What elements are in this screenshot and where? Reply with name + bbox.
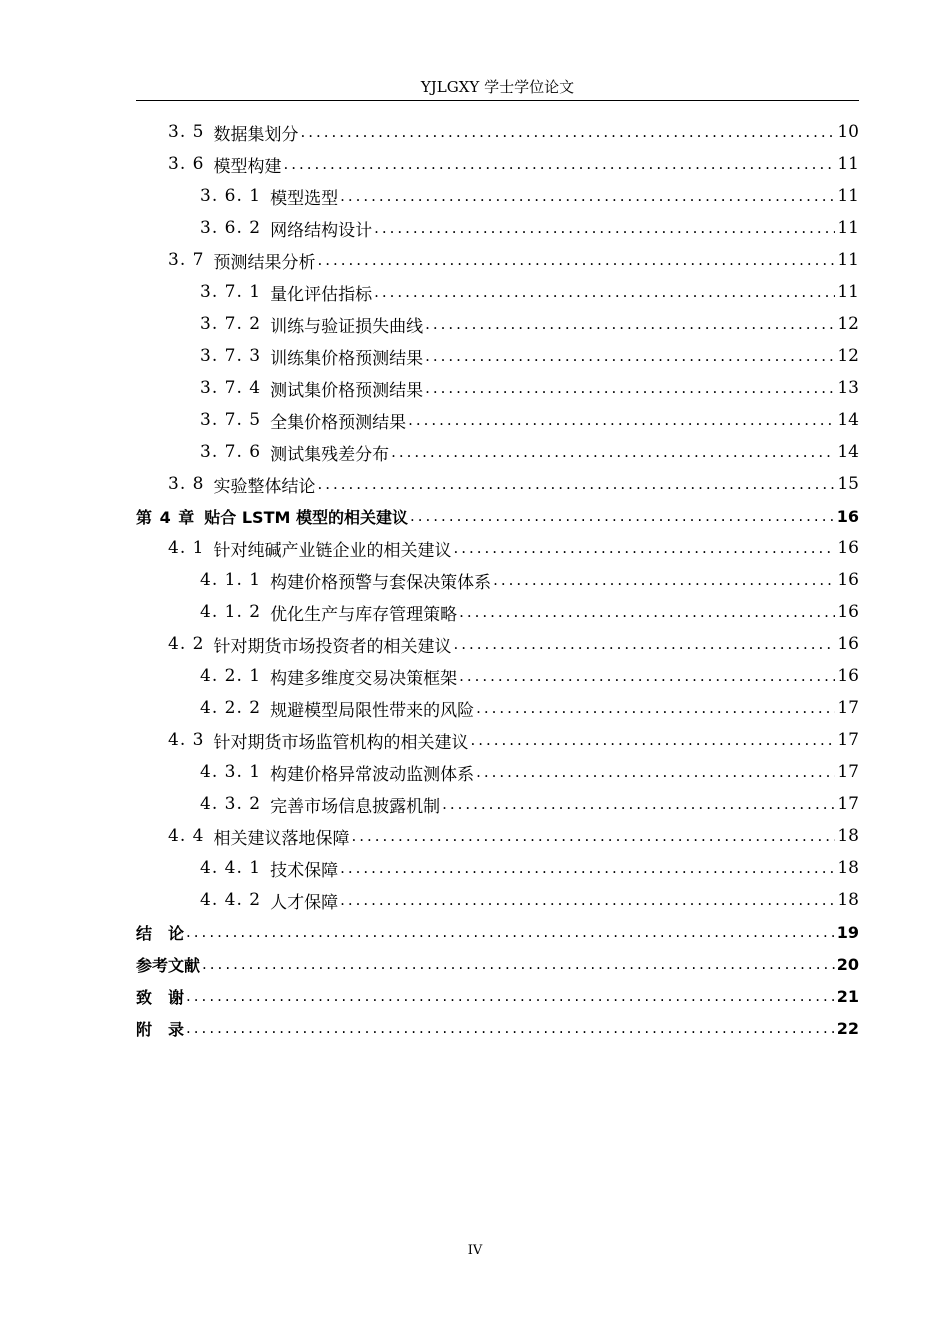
toc-entry-number: 3. 7. 1 [200, 282, 262, 302]
toc-entry-page: 12 [837, 314, 859, 334]
toc-entry-page: 16 [837, 602, 859, 622]
toc-entry-title: 预测结果分析 [213, 252, 316, 273]
toc-entry[interactable] [136, 244, 859, 276]
toc-entry-page: 16 [836, 506, 859, 526]
dot-leader [374, 283, 835, 301]
toc-entry[interactable] [136, 564, 859, 596]
toc-entry-number: 4. 4. 1 [200, 858, 262, 878]
toc-entry[interactable] [136, 660, 859, 692]
dot-leader [442, 795, 835, 813]
dot-leader [476, 763, 835, 781]
dot-leader [351, 827, 835, 845]
toc-entry-page: 16 [837, 666, 859, 686]
toc-entry-page: 14 [837, 442, 859, 462]
page-number: IV [467, 1243, 483, 1258]
toc-entry-page: 17 [837, 794, 859, 814]
toc-entry-page: 16 [837, 538, 859, 558]
toc-entry[interactable] [136, 340, 859, 372]
dot-leader [340, 859, 835, 877]
dot-leader [340, 187, 835, 205]
toc-entry-number: 第 4 章 [136, 507, 196, 527]
toc-entry-number: 3. 7. 5 [200, 410, 262, 430]
toc-entry-page: 22 [836, 1018, 859, 1038]
dot-leader [453, 539, 835, 557]
toc-entry-title: 模型构建 [213, 156, 282, 177]
dot-leader [317, 475, 835, 493]
toc-entry[interactable] [136, 308, 859, 340]
toc-entry-title: 相关建议落地保障 [213, 828, 350, 849]
toc-entry[interactable] [136, 820, 859, 852]
dot-leader [408, 411, 835, 429]
toc-entry-title: 结 论 [136, 923, 185, 943]
toc-entry-title: 测试集残差分布 [270, 444, 390, 465]
dot-leader [374, 219, 835, 237]
toc-entry-title: 模型选型 [270, 188, 339, 209]
toc-entry[interactable] [136, 404, 859, 436]
dot-leader [300, 123, 835, 141]
toc-entry[interactable] [136, 916, 859, 948]
header-rule [136, 100, 859, 101]
toc-entry-page: 20 [836, 954, 859, 974]
toc-entry[interactable] [136, 212, 859, 244]
toc-entry-title: 数据集划分 [213, 124, 299, 145]
toc-entry-page: 18 [837, 890, 859, 910]
toc-entry-title: 针对期货市场投资者的相关建议 [213, 636, 452, 657]
toc-entry-page: 10 [837, 122, 859, 142]
toc-entry-title: 完善市场信息披露机制 [270, 796, 441, 817]
toc-entry[interactable] [136, 948, 859, 980]
toc-entry-page: 21 [836, 986, 859, 1006]
toc-entry-title: 人才保障 [270, 892, 339, 913]
toc-entry-title: 量化评估指标 [270, 284, 373, 305]
toc-entry-title: 致 谢 [136, 987, 185, 1007]
toc-entry-number: 3. 6. 2 [200, 218, 262, 238]
toc-entry-number: 4. 3. 1 [200, 762, 262, 782]
dot-leader [340, 891, 835, 909]
toc-entry[interactable] [136, 980, 859, 1012]
toc-entry-page: 18 [837, 858, 859, 878]
toc-entry[interactable] [136, 180, 859, 212]
toc-entry-title: 参考文献 [136, 955, 201, 975]
toc-entry-title: 训练与验证损失曲线 [270, 316, 424, 337]
toc-entry[interactable] [136, 724, 859, 756]
toc-entry-number: 3. 8 [168, 474, 205, 494]
dot-leader [186, 987, 835, 1005]
toc-entry[interactable] [136, 148, 859, 180]
toc-entry-number: 3. 6 [168, 154, 205, 174]
toc-entry-page: 16 [837, 634, 859, 654]
toc-entry[interactable] [136, 756, 859, 788]
toc-entry-page: 11 [837, 218, 859, 238]
toc-entry-page: 11 [837, 186, 859, 206]
toc-entry-title: 构建多维度交易决策框架 [270, 668, 458, 689]
toc-entry-page: 11 [837, 282, 859, 302]
toc-entry-number: 4. 1. 2 [200, 602, 262, 622]
toc-entry-title: 构建价格预警与套保决策体系 [270, 572, 492, 593]
toc-entry[interactable] [136, 372, 859, 404]
dot-leader [459, 603, 835, 621]
toc-entry-number: 4. 1. 1 [200, 570, 262, 590]
toc-entry[interactable] [136, 1012, 859, 1044]
toc-entry-title: 训练集价格预测结果 [270, 348, 424, 369]
toc-entry-page: 15 [837, 474, 859, 494]
dot-leader [470, 731, 835, 749]
dot-leader [425, 379, 835, 397]
toc-entry-number: 3. 7. 6 [200, 442, 262, 462]
toc-entry-number: 3. 7 [168, 250, 205, 270]
dot-leader [453, 635, 835, 653]
toc-entry-number: 4. 3 [168, 730, 205, 750]
dot-leader [459, 667, 835, 685]
toc-entry-page: 12 [837, 346, 859, 366]
toc-entry-page: 11 [837, 250, 859, 270]
toc-entry[interactable] [136, 884, 859, 916]
toc-entry[interactable] [136, 596, 859, 628]
dot-leader [410, 507, 835, 525]
running-header: YJLGXY 学士学位论文 [420, 78, 575, 96]
toc-entry[interactable] [136, 500, 859, 532]
toc-entry-title: 针对纯碱产业链企业的相关建议 [213, 540, 452, 561]
toc-entry[interactable] [136, 692, 859, 724]
dot-leader [425, 347, 835, 365]
toc-entry-page: 18 [837, 826, 859, 846]
toc-entry-number: 3. 5 [168, 122, 205, 142]
toc-entry[interactable] [136, 468, 859, 500]
toc-entry-title: 附 录 [136, 1019, 185, 1039]
dot-leader [317, 251, 835, 269]
toc-entry-number: 4. 2. 2 [200, 698, 262, 718]
toc-entry-number: 3. 7. 3 [200, 346, 262, 366]
toc-entry[interactable] [136, 116, 859, 148]
toc-entry[interactable] [136, 852, 859, 884]
toc-entry[interactable] [136, 788, 859, 820]
dot-leader [493, 571, 835, 589]
toc-entry-title: 全集价格预测结果 [270, 412, 407, 433]
toc-entry-page: 17 [837, 730, 859, 750]
dot-leader [186, 923, 835, 941]
toc-entry-title: 技术保障 [270, 860, 339, 881]
toc-entry-title: 测试集价格预测结果 [270, 380, 424, 401]
dot-leader [476, 699, 835, 717]
toc-entry-title: 贴合 LSTM 模型的相关建议 [204, 507, 408, 527]
toc-entry-title: 构建价格异常波动监测体系 [270, 764, 475, 785]
dot-leader [186, 1019, 835, 1037]
toc-entry-page: 17 [837, 698, 859, 718]
toc-entry-title: 实验整体结论 [213, 476, 316, 497]
toc-entry-number: 4. 2. 1 [200, 666, 262, 686]
dot-leader [283, 155, 835, 173]
toc-entry-title: 优化生产与库存管理策略 [270, 604, 458, 625]
dot-leader [391, 443, 835, 461]
toc-entry-number: 4. 2 [168, 634, 205, 654]
toc-entry-number: 3. 6. 1 [200, 186, 262, 206]
toc-entry-number: 4. 3. 2 [200, 794, 262, 814]
toc-entry[interactable] [136, 276, 859, 308]
toc-entry-page: 11 [837, 154, 859, 174]
toc-entry[interactable] [136, 532, 859, 564]
toc-entry-number: 4. 4. 2 [200, 890, 262, 910]
toc-entry-number: 3. 7. 4 [200, 378, 262, 398]
dot-leader [202, 955, 835, 973]
toc-entry-number: 3. 7. 2 [200, 314, 262, 334]
toc-entry-page: 13 [837, 378, 859, 398]
toc-entry-number: 4. 4 [168, 826, 205, 846]
toc-entry-page: 17 [837, 762, 859, 782]
toc-entry-title: 针对期货市场监管机构的相关建议 [213, 732, 469, 753]
toc-entry-title: 规避模型局限性带来的风险 [270, 700, 475, 721]
dot-leader [425, 315, 835, 333]
toc-entry-page: 16 [837, 570, 859, 590]
toc-entry-number: 4. 1 [168, 538, 205, 558]
toc-entry-title: 网络结构设计 [270, 220, 373, 241]
toc-entry-page: 19 [836, 922, 859, 942]
toc-entry[interactable] [136, 628, 859, 660]
toc-entry[interactable] [136, 436, 859, 468]
toc-entry-page: 14 [837, 410, 859, 430]
